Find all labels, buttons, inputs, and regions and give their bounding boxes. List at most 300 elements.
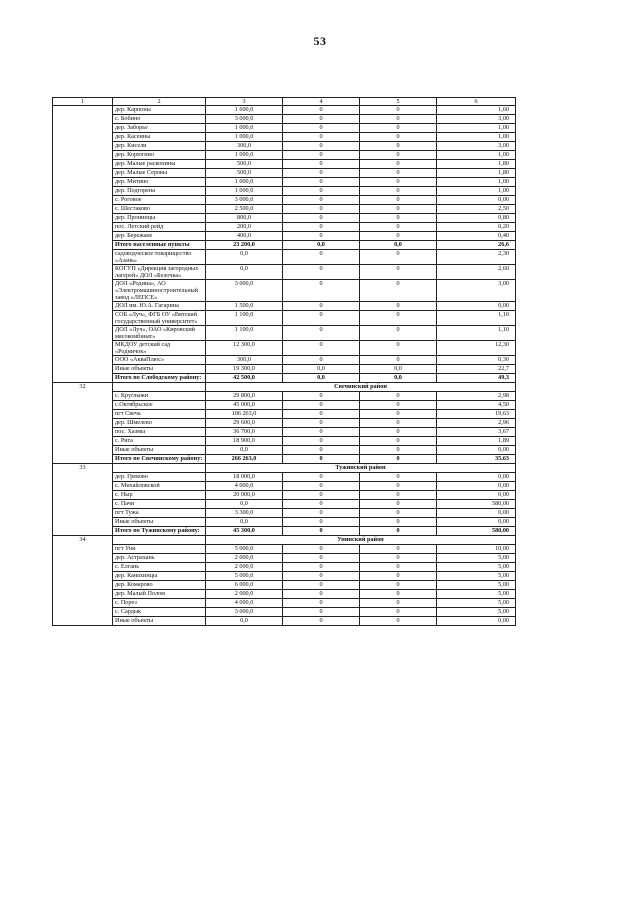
table-row: [53, 196, 516, 205]
value-col-4: 0: [283, 608, 360, 617]
value-col-4: 0: [283, 455, 360, 464]
value-col-3: 1 000,0: [206, 187, 283, 196]
value-col-6: 1,80: [437, 160, 516, 169]
value-col-6: 2,30: [437, 250, 516, 265]
header-cell-3: 3: [206, 98, 283, 106]
value-col-5: 0: [360, 178, 437, 187]
value-col-6: 1,00: [437, 151, 516, 160]
value-col-5: 0: [360, 115, 437, 124]
value-col-6: 2,60: [437, 265, 516, 280]
row-name: ООО «АкваПлюс»: [113, 356, 206, 365]
table-row: [53, 265, 516, 280]
row-name: Итого населенные пункты: [113, 241, 206, 250]
header-row: [53, 98, 516, 106]
value-col-3: 4 000,0: [206, 599, 283, 608]
value-col-3: 1 000,0: [206, 151, 283, 160]
value-col-6: 1,60: [437, 106, 516, 115]
row-name: Итого по Тужинскому району:: [113, 527, 206, 536]
table-row: [53, 169, 516, 178]
value-col-5: 0: [360, 250, 437, 265]
row-name: дер. Канахинцы: [113, 572, 206, 581]
value-col-5: 0: [360, 473, 437, 482]
row-name: с. Шестаково: [113, 205, 206, 214]
district-row: [53, 383, 516, 392]
table-row: [53, 311, 516, 326]
value-col-3: 1 000,0: [206, 124, 283, 133]
value-col-5: 0: [360, 455, 437, 464]
value-col-6: 22,7: [437, 365, 516, 374]
table-row: [53, 160, 516, 169]
value-col-6: 1,10: [437, 326, 516, 341]
row-name: пгт Свеча: [113, 410, 206, 419]
value-col-5: 0,0: [360, 365, 437, 374]
value-col-3: 3 000,0: [206, 196, 283, 205]
row-name: дер. Корюгино: [113, 151, 206, 160]
district-name-blank: [113, 464, 206, 473]
value-col-5: 0: [360, 581, 437, 590]
row-name: с. Порез: [113, 599, 206, 608]
table-row: [53, 518, 516, 527]
value-col-5: 0: [360, 608, 437, 617]
value-col-6: 49,3: [437, 374, 516, 383]
group-number: 32: [53, 383, 113, 464]
value-col-6: 0,20: [437, 223, 516, 232]
value-col-3: 12 300,0: [206, 341, 283, 356]
row-name: садоводческое товарищество «Азань»: [113, 250, 206, 265]
table-row: [53, 374, 516, 383]
row-name: дер. Бережане: [113, 232, 206, 241]
value-col-4: 0: [283, 356, 360, 365]
value-col-4: 0: [283, 590, 360, 599]
value-col-6: 5,00: [437, 581, 516, 590]
row-name: с. Елгань: [113, 563, 206, 572]
value-col-5: 0: [360, 196, 437, 205]
value-col-4: 0: [283, 581, 360, 590]
table-row: [53, 401, 516, 410]
value-col-6: 0,00: [437, 302, 516, 311]
row-name: с. Ныр: [113, 491, 206, 500]
table-row: [53, 232, 516, 241]
row-name: с.Октябрьское: [113, 401, 206, 410]
table-row: [53, 482, 516, 491]
value-col-3: 0,0: [206, 518, 283, 527]
row-name: дер. Кисели: [113, 142, 206, 151]
value-col-4: 0: [283, 617, 360, 626]
table-row: [53, 214, 516, 223]
value-col-5: 0: [360, 280, 437, 302]
value-col-6: 2,50: [437, 205, 516, 214]
value-col-6: 3,00: [437, 280, 516, 302]
value-col-6: 19,63: [437, 410, 516, 419]
value-col-4: 0: [283, 554, 360, 563]
table-row: [53, 527, 516, 536]
header-cell-2: 2: [113, 98, 206, 106]
table-row: [53, 365, 516, 374]
value-col-3: 29 600,0: [206, 419, 283, 428]
table-row: [53, 241, 516, 250]
value-col-5: 0: [360, 356, 437, 365]
header-cell-1: 1: [53, 98, 113, 106]
value-col-3: 18 000,0: [206, 473, 283, 482]
value-col-5: 0: [360, 491, 437, 500]
table-row: [53, 151, 516, 160]
value-col-3: 400,0: [206, 232, 283, 241]
value-col-4: 0: [283, 115, 360, 124]
table-row: [53, 250, 516, 265]
row-name: пгт Тужа: [113, 509, 206, 518]
value-col-3: 23 200,0: [206, 241, 283, 250]
row-name: с. Пачи: [113, 500, 206, 509]
value-col-3: 45 300,0: [206, 527, 283, 536]
value-col-5: 0: [360, 527, 437, 536]
table-row: [53, 554, 516, 563]
table-row: [53, 563, 516, 572]
table-row: [53, 509, 516, 518]
value-col-4: 0: [283, 410, 360, 419]
value-col-5: 0: [360, 124, 437, 133]
table-row: [53, 590, 516, 599]
district-row: [53, 536, 516, 545]
value-col-5: 0: [360, 133, 437, 142]
value-col-5: 0: [360, 599, 437, 608]
value-col-3: 0,0: [206, 617, 283, 626]
table-row: [53, 302, 516, 311]
value-col-4: 0: [283, 151, 360, 160]
table-row: [53, 410, 516, 419]
value-col-4: 0: [283, 106, 360, 115]
row-name: МКДОУ детский сад «Родничок»: [113, 341, 206, 356]
value-col-4: 0: [283, 563, 360, 572]
value-col-4: 0: [283, 473, 360, 482]
row-name: с. Михайловской: [113, 482, 206, 491]
value-col-5: 0: [360, 223, 437, 232]
value-col-5: 0,0: [360, 241, 437, 250]
value-col-3: 36 700,0: [206, 428, 283, 437]
district-title: Свечинский район: [206, 383, 516, 392]
value-col-3: 500,0: [206, 160, 283, 169]
value-col-4: 0: [283, 401, 360, 410]
value-col-6: 0,00: [437, 473, 516, 482]
value-col-4: 0: [283, 223, 360, 232]
value-col-4: 0: [283, 437, 360, 446]
value-col-4: 0: [283, 545, 360, 554]
value-col-3: 3 000,0: [206, 608, 283, 617]
value-col-5: 0,0: [360, 374, 437, 383]
group-number: 33: [53, 464, 113, 536]
value-col-3: 0,0: [206, 265, 283, 280]
value-col-3: 0,0: [206, 446, 283, 455]
value-col-3: 500,0: [206, 169, 283, 178]
value-col-6: 1,89: [437, 437, 516, 446]
value-col-6: 1,10: [437, 311, 516, 326]
value-col-5: 0: [360, 205, 437, 214]
value-col-4: 0: [283, 250, 360, 265]
value-col-4: 0: [283, 205, 360, 214]
value-col-3: 200,0: [206, 223, 283, 232]
table-row: [53, 491, 516, 500]
row-name: дер. Подгорена: [113, 187, 206, 196]
value-col-4: 0: [283, 446, 360, 455]
value-col-6: 580,00: [437, 500, 516, 509]
table-row: [53, 205, 516, 214]
value-col-6: 3,00: [437, 115, 516, 124]
value-col-4: 0: [283, 326, 360, 341]
table-row: [53, 419, 516, 428]
value-col-3: 19 300,0: [206, 365, 283, 374]
row-name: ДОЛ «Родина», АО «Электромашиностроительный завод «ЛЕПСЕ»: [113, 280, 206, 302]
value-col-4: 0: [283, 265, 360, 280]
value-col-5: 0: [360, 509, 437, 518]
value-col-5: 0: [360, 187, 437, 196]
value-col-6: 3,67: [437, 428, 516, 437]
value-col-6: 5,00: [437, 554, 516, 563]
district-name-blank: [113, 383, 206, 392]
value-col-4: 0: [283, 160, 360, 169]
value-col-3: 0,0: [206, 500, 283, 509]
value-col-6: 580,00: [437, 527, 516, 536]
table-row: [53, 617, 516, 626]
header-cell-5: 5: [360, 98, 437, 106]
row-name: дер. Митино: [113, 178, 206, 187]
row-name: ДОЛ «Луч», ОАО «Кировский мясокомбинат»: [113, 326, 206, 341]
value-col-6: 10,00: [437, 545, 516, 554]
value-col-3: 1 500,0: [206, 302, 283, 311]
value-col-3: 20 000,0: [206, 491, 283, 500]
table-row: [53, 500, 516, 509]
row-name: с. Рига: [113, 437, 206, 446]
value-col-6: 5,00: [437, 608, 516, 617]
value-col-6: 5,00: [437, 599, 516, 608]
group-number: [53, 106, 113, 383]
value-col-4: 0: [283, 599, 360, 608]
value-col-5: 0: [360, 142, 437, 151]
value-col-5: 0: [360, 563, 437, 572]
table-row: [53, 473, 516, 482]
value-col-5: 0: [360, 326, 437, 341]
value-col-3: 1 000,0: [206, 133, 283, 142]
row-name: с. Роговое: [113, 196, 206, 205]
row-name: Иные объекты: [113, 518, 206, 527]
value-col-4: 0: [283, 491, 360, 500]
value-col-3: 3 000,0: [206, 280, 283, 302]
value-col-5: 0: [360, 617, 437, 626]
value-col-4: 0: [283, 280, 360, 302]
row-name: дер. Карпоны: [113, 106, 206, 115]
value-col-4: 0,0: [283, 374, 360, 383]
value-col-6: 35,63: [437, 455, 516, 464]
value-col-6: 1,00: [437, 187, 516, 196]
table-row: [53, 608, 516, 617]
value-col-4: 0: [283, 527, 360, 536]
row-name: с. Круглыжи: [113, 392, 206, 401]
value-col-6: 2,98: [437, 392, 516, 401]
value-col-5: 0: [360, 311, 437, 326]
value-col-5: 0: [360, 419, 437, 428]
value-col-4: 0: [283, 232, 360, 241]
row-name: КОГУП «Дирекция загородных лагерей» ДОЛ «Белочка»: [113, 265, 206, 280]
value-col-5: 0: [360, 500, 437, 509]
row-name: дер. Малые Серовы: [113, 169, 206, 178]
row-name: дер. Комарово: [113, 581, 206, 590]
value-col-3: 0,0: [206, 250, 283, 265]
value-col-5: 0: [360, 169, 437, 178]
value-col-3: 300,0: [206, 356, 283, 365]
value-col-3: 6 000,0: [206, 581, 283, 590]
value-col-5: 0: [360, 437, 437, 446]
table-row: [53, 572, 516, 581]
value-col-5: 0: [360, 392, 437, 401]
value-col-4: 0,0: [283, 241, 360, 250]
value-col-5: 0: [360, 572, 437, 581]
value-col-6: 0,80: [437, 214, 516, 223]
row-name: дер. Касеины: [113, 133, 206, 142]
row-name: Итого по Свечинскому району:: [113, 455, 206, 464]
value-col-6: 0,00: [437, 518, 516, 527]
value-col-4: 0: [283, 518, 360, 527]
row-name: дер. Греково: [113, 473, 206, 482]
value-col-5: 0: [360, 151, 437, 160]
value-col-3: 800,0: [206, 214, 283, 223]
value-col-5: 0: [360, 590, 437, 599]
value-col-5: 0: [360, 446, 437, 455]
value-col-3: 5 000,0: [206, 545, 283, 554]
value-col-3: 2 000,0: [206, 554, 283, 563]
district-name-blank: [113, 536, 206, 545]
value-col-6: 0,00: [437, 196, 516, 205]
row-name: Иные объекты: [113, 446, 206, 455]
table-row: [53, 428, 516, 437]
value-col-3: 266 263,0: [206, 455, 283, 464]
table-row: [53, 392, 516, 401]
value-col-4: 0: [283, 169, 360, 178]
value-col-3: 300,0: [206, 142, 283, 151]
value-col-3: 42 500,0: [206, 374, 283, 383]
header-cell-6: 6: [437, 98, 516, 106]
value-col-5: 0: [360, 160, 437, 169]
value-col-6: 1,80: [437, 169, 516, 178]
value-col-4: 0: [283, 124, 360, 133]
row-name: пос. Хазмы: [113, 428, 206, 437]
value-col-4: 0: [283, 187, 360, 196]
table-row: [53, 437, 516, 446]
value-col-4: 0: [283, 341, 360, 356]
value-col-4: 0: [283, 178, 360, 187]
value-col-6: 0,30: [437, 356, 516, 365]
value-col-6: 0,40: [437, 232, 516, 241]
table-row: [53, 124, 516, 133]
value-col-4: 0: [283, 509, 360, 518]
value-col-5: 0: [360, 401, 437, 410]
value-col-3: 2 500,0: [206, 205, 283, 214]
table-row: [53, 356, 516, 365]
value-col-6: 0,00: [437, 491, 516, 500]
value-col-4: 0: [283, 133, 360, 142]
value-col-4: 0: [283, 572, 360, 581]
value-col-5: 0: [360, 302, 437, 311]
value-col-3: 3 300,0: [206, 509, 283, 518]
table-row: [53, 581, 516, 590]
row-name: пгт Уни: [113, 545, 206, 554]
value-col-4: 0: [283, 302, 360, 311]
row-name: Иные объекты: [113, 365, 206, 374]
value-col-5: 0: [360, 554, 437, 563]
value-col-3: 1 100,0: [206, 311, 283, 326]
row-name: пос. Летский рейд: [113, 223, 206, 232]
table-row: [53, 178, 516, 187]
value-col-6: 5,00: [437, 563, 516, 572]
data-table: [52, 97, 516, 626]
value-col-4: 0: [283, 392, 360, 401]
value-col-6: 1,00: [437, 124, 516, 133]
row-name: дер. Малый Полом: [113, 590, 206, 599]
row-name: с. Бобино: [113, 115, 206, 124]
value-col-5: 0: [360, 214, 437, 223]
value-col-6: 5,00: [437, 572, 516, 581]
table-row: [53, 133, 516, 142]
value-col-3: 1 000,0: [206, 178, 283, 187]
table-row: [53, 326, 516, 341]
row-name: ДОЛ им. Ю.А. Гагарина: [113, 302, 206, 311]
table-row: [53, 599, 516, 608]
value-col-3: 2 000,0: [206, 590, 283, 599]
row-name: дер. Шмелево: [113, 419, 206, 428]
value-col-6: 0,00: [437, 446, 516, 455]
value-col-6: 2,96: [437, 419, 516, 428]
value-col-3: 1 100,0: [206, 326, 283, 341]
value-col-4: 0: [283, 311, 360, 326]
value-col-4: 0: [283, 196, 360, 205]
table-row: [53, 446, 516, 455]
value-col-3: 29 800,0: [206, 392, 283, 401]
row-name: дер. Пронинцы: [113, 214, 206, 223]
district-title: Унинский район: [206, 536, 516, 545]
value-col-4: 0: [283, 214, 360, 223]
row-name: Иные объекты: [113, 617, 206, 626]
value-col-3: 3 000,0: [206, 115, 283, 124]
value-col-5: 0: [360, 265, 437, 280]
value-col-6: 26,6: [437, 241, 516, 250]
table-row: [53, 341, 516, 356]
value-col-4: 0: [283, 419, 360, 428]
table-row: [53, 455, 516, 464]
table-row: [53, 142, 516, 151]
value-col-6: 0,00: [437, 617, 516, 626]
row-name: с. Сардык: [113, 608, 206, 617]
value-col-5: 0: [360, 410, 437, 419]
value-col-5: 0: [360, 341, 437, 356]
value-col-4: 0: [283, 482, 360, 491]
value-col-3: 5 000,0: [206, 572, 283, 581]
page-number: 53: [313, 34, 327, 48]
district-title: Тужинский район: [206, 464, 516, 473]
value-col-3: 106 263,0: [206, 410, 283, 419]
value-col-5: 0: [360, 232, 437, 241]
value-col-5: 0: [360, 106, 437, 115]
value-col-6: 1,00: [437, 133, 516, 142]
value-col-6: 3,00: [437, 142, 516, 151]
value-col-5: 0: [360, 482, 437, 491]
group-number: 34: [53, 536, 113, 626]
row-name: дер. Астрахань: [113, 554, 206, 563]
value-col-4: 0: [283, 500, 360, 509]
row-name: дер. Заборье: [113, 124, 206, 133]
table-row: [53, 106, 516, 115]
value-col-6: 0,00: [437, 509, 516, 518]
value-col-5: 0: [360, 545, 437, 554]
value-col-4: 0: [283, 142, 360, 151]
value-col-6: 1,00: [437, 178, 516, 187]
table-row: [53, 115, 516, 124]
